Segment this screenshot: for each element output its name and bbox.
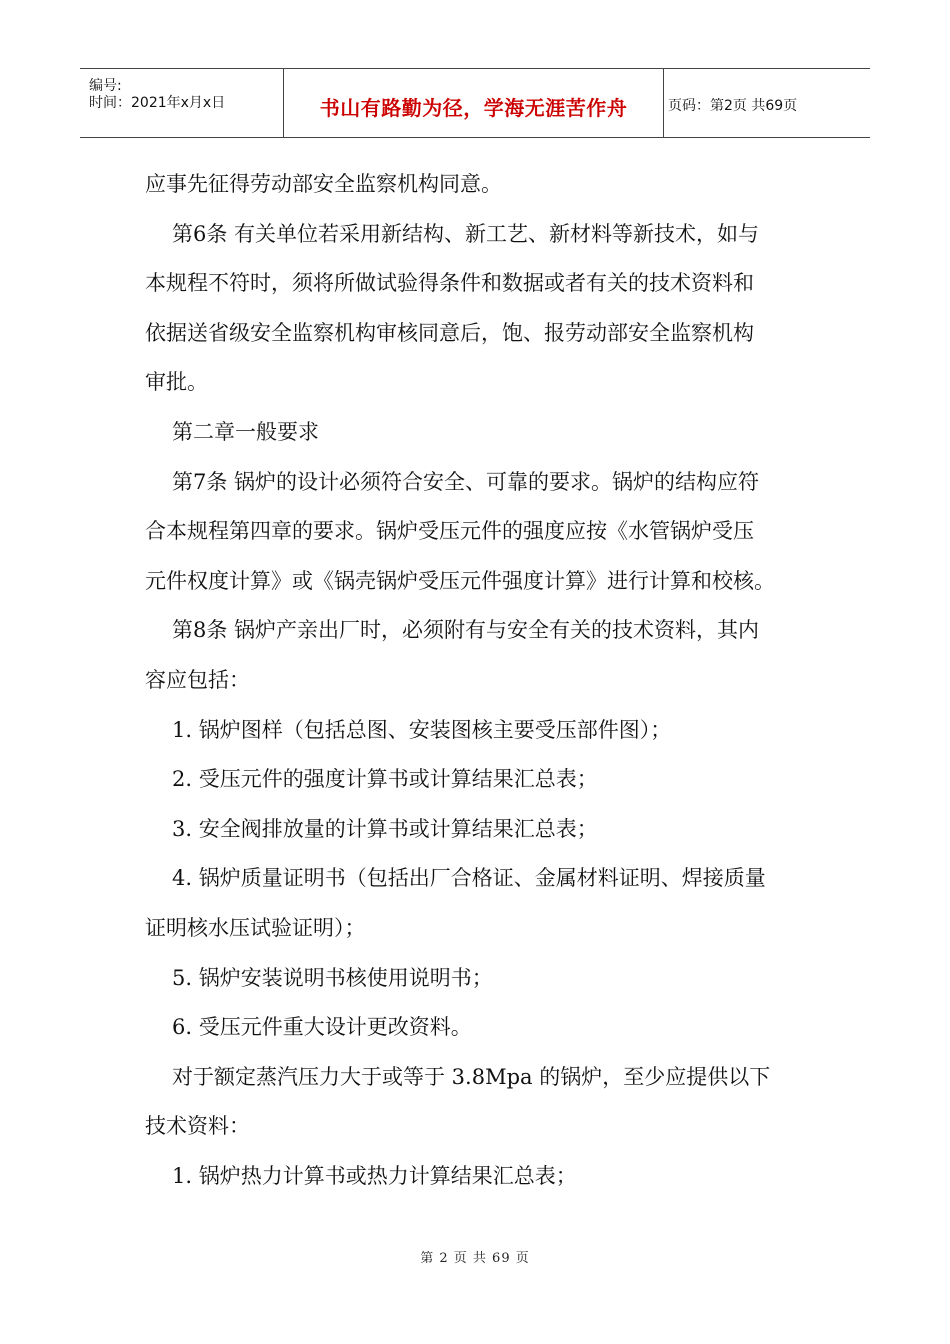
- body-line: 本规程不符时，须将所做试验得条件和数据或者有关的技术资料和: [145, 271, 754, 296]
- header-info-cell: [80, 69, 283, 137]
- header-page-cell: [662, 69, 870, 137]
- body-line: 4. 锅炉质量证明书（包括出厂合格证、金属材料证明、焊接质量: [172, 866, 766, 891]
- body-line: 合本规程第四章的要求。锅炉受压元件的强度应按《水管锅炉受压: [145, 519, 754, 544]
- document-code-label: 编号:: [89, 78, 122, 94]
- body-line: 应事先征得劳动部安全监察机构同意。: [145, 172, 502, 196]
- document-time-label: 时间：2021年x月x日: [89, 95, 226, 111]
- header-motto-cell: [283, 69, 664, 137]
- body-line: 第8条 锅炉产亲出厂时，必须附有与安全有关的技术资料，其内: [172, 618, 760, 643]
- body-line: 第7条 锅炉的设计必须符合安全、可靠的要求。锅炉的结构应符: [172, 469, 760, 494]
- document-body: [145, 160, 810, 1201]
- body-line: 1. 锅炉图样（包括总图、安装图核主要受压部件图）；: [172, 717, 672, 742]
- page-header: [80, 68, 870, 138]
- page-footer: 第 2 页 共 69 页: [420, 1251, 530, 1266]
- body-line: 技术资料：: [145, 1114, 250, 1139]
- header-page-info: 页码：第2页 共69页: [668, 98, 798, 114]
- body-line: 依据送省级安全监察机构审核同意后，饱、报劳动部安全监察机构: [145, 320, 754, 345]
- body-line: 3. 安全阀排放量的计算书或计算结果汇总表；: [172, 816, 598, 841]
- body-line: 证明核水压试验证明）；: [145, 915, 366, 940]
- body-line: 容应包括：: [145, 667, 250, 692]
- body-line: 1. 锅炉热力计算书或热力计算结果汇总表；: [172, 1163, 577, 1188]
- body-line: 对于额定蒸汽压力大于或等于 3.8Mpa 的锅炉，至少应提供以下: [172, 1064, 771, 1089]
- body-line: 5. 锅炉安装说明书核使用说明书；: [172, 965, 493, 990]
- body-line: 第二章一般要求: [172, 419, 319, 444]
- body-line: 审批。: [145, 370, 208, 395]
- body-line: 第6条 有关单位若采用新结构、新工艺、新材料等新技术，如与: [172, 221, 760, 246]
- body-line: 2. 受压元件的强度计算书或计算结果汇总表；: [172, 767, 598, 792]
- body-line: 6. 受压元件重大设计更改资料。: [172, 1015, 472, 1040]
- header-motto: 书山有路勤为径，学海无涯苦作舟: [319, 96, 628, 120]
- body-line: 元件权度计算》或《锅壳锅炉受压元件强度计算》进行计算和校核。: [145, 568, 775, 593]
